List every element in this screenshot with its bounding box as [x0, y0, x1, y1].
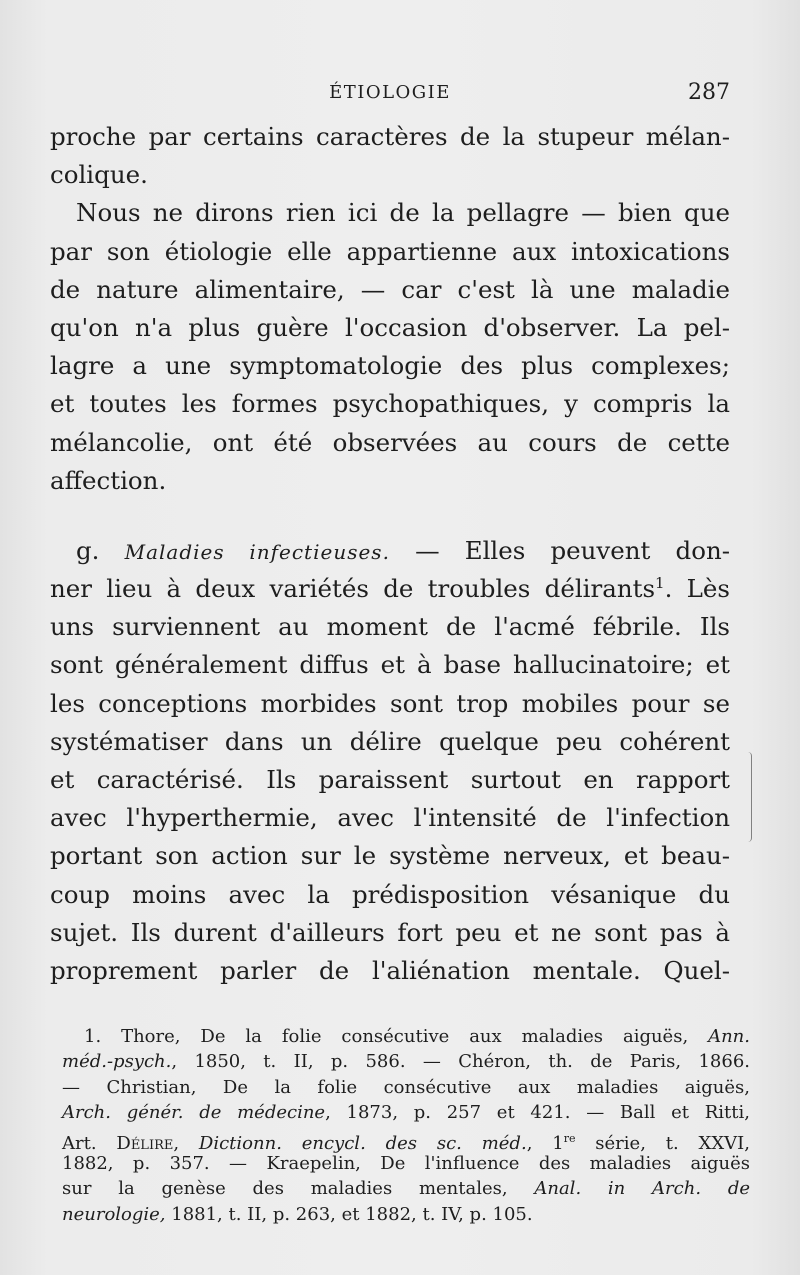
line-text: ner lieu à deux variétés de troubles délirants — [50, 574, 656, 604]
footnote-text: , — [173, 1132, 199, 1154]
footnotes — [62, 1024, 750, 1227]
text-line: systématiser dans un délire quelque peu cohérent — [50, 726, 730, 756]
footnote-text: , 1 — [526, 1132, 564, 1154]
footnote-text: , 1850, t. II, p. 586. — Chéron, th. de Paris, 1866. — [171, 1051, 750, 1073]
section-heading: Maladies infectieuses. — [124, 539, 390, 564]
text-line: portant son action sur le système nerveux, et beau- — [50, 841, 730, 871]
footnote-line: — Christian, De la folie consécutive aux maladies aiguës, — [62, 1076, 750, 1098]
footnote-italic: Arch. génér. de médecine — [62, 1102, 326, 1124]
footnote-italic: neurologie, — [62, 1203, 166, 1225]
footnote-text: 1881, t. II, p. 263, et 1882, t. IV, p. 105. — [165, 1203, 533, 1225]
footnote-italic: Anal. in Arch. de — [534, 1178, 750, 1200]
text-line: coup moins avec la prédisposition vésanique du — [50, 879, 730, 909]
page-header — [50, 82, 730, 112]
paragraph-gap — [50, 500, 730, 532]
footnote-text: , 1873, p. 257 et 421. — Ball et Ritti, — [325, 1102, 750, 1124]
footnote-line — [62, 1024, 750, 1049]
footnote-italic: méd.-psych. — [62, 1051, 172, 1073]
margin-mark — [748, 752, 752, 842]
footnote-line: 1882, p. 357. — Kraepelin, De l'influence des maladies aiguës — [62, 1152, 750, 1174]
text-line: Nous ne dirons rien ici de la pellagre — bien que — [76, 198, 730, 228]
text-line: affection. — [50, 465, 167, 495]
text-line: colique. — [50, 160, 148, 190]
footnote-text: sur la genèse des maladies mentales, — [62, 1178, 535, 1200]
footnote-smallcaps: Délire — [116, 1132, 174, 1154]
lead-rest: — Elles peuvent don- — [415, 535, 731, 565]
text-line: mélancolie, ont été observées au cours de cette — [50, 427, 730, 457]
footnote-line — [62, 1049, 750, 1074]
text-line: et caractérisé. Ils paraissent surtout en rapport — [50, 765, 730, 794]
text-line: par son étiologie elle appartienne aux intoxications — [50, 236, 730, 266]
text-line: sujet. Ils durent d'ailleurs fort peu et ne sont pas à — [50, 917, 730, 947]
footnote-line — [62, 1100, 750, 1125]
footnote-text: 1. Thore, De la folie consécutive aux maladies aiguës, — [84, 1026, 709, 1047]
text-line: lagre a une symptomatologie des plus complexes; — [50, 351, 730, 381]
line-text-end: . Lès — [664, 574, 731, 604]
footnote-ref: 1 — [655, 573, 665, 592]
text-line: qu'on n'a plus guère l'occasion d'observer. La pel- — [50, 312, 730, 342]
footnote-line — [62, 1176, 750, 1201]
footnote-sup: re — [563, 1131, 576, 1145]
text-line: les conceptions morbides sont trop mobiles pour se — [50, 688, 730, 718]
text-line: proche par certains caractères de la stupeur mélan- — [50, 122, 730, 151]
text-line: avec l'hyperthermie, avec l'intensité de l'infection — [50, 803, 730, 833]
body-text — [50, 118, 730, 990]
section-letter: g. — [76, 535, 100, 565]
text-line: sont généralement diffus et à base hallucinatoire; et — [50, 650, 730, 680]
footnote-italic: Ann. — [708, 1026, 750, 1047]
text-line: et toutes les formes psychopathiques, y compris la — [50, 389, 730, 419]
footnote-line — [62, 1202, 750, 1227]
footnote-italic: Dictionn. encycl. des sc. méd. — [198, 1132, 527, 1154]
section-lead-line — [50, 532, 730, 570]
footnote-line — [62, 1126, 750, 1154]
text-line: de nature alimentaire, — car c'est là une maladie — [50, 274, 730, 304]
text-line: uns surviennent au moment de l'acmé fébrile. Ils — [50, 612, 730, 642]
page-number: 287 — [688, 80, 730, 105]
text-line: proprement parler de l'aliénation mentale. Quel- — [50, 955, 730, 985]
text-line — [50, 570, 730, 608]
footnote-text: Art. — [62, 1132, 117, 1154]
footnote-text: série, t. XXVI, — [575, 1132, 750, 1154]
running-head: ÉTIOLOGIE — [329, 82, 451, 103]
